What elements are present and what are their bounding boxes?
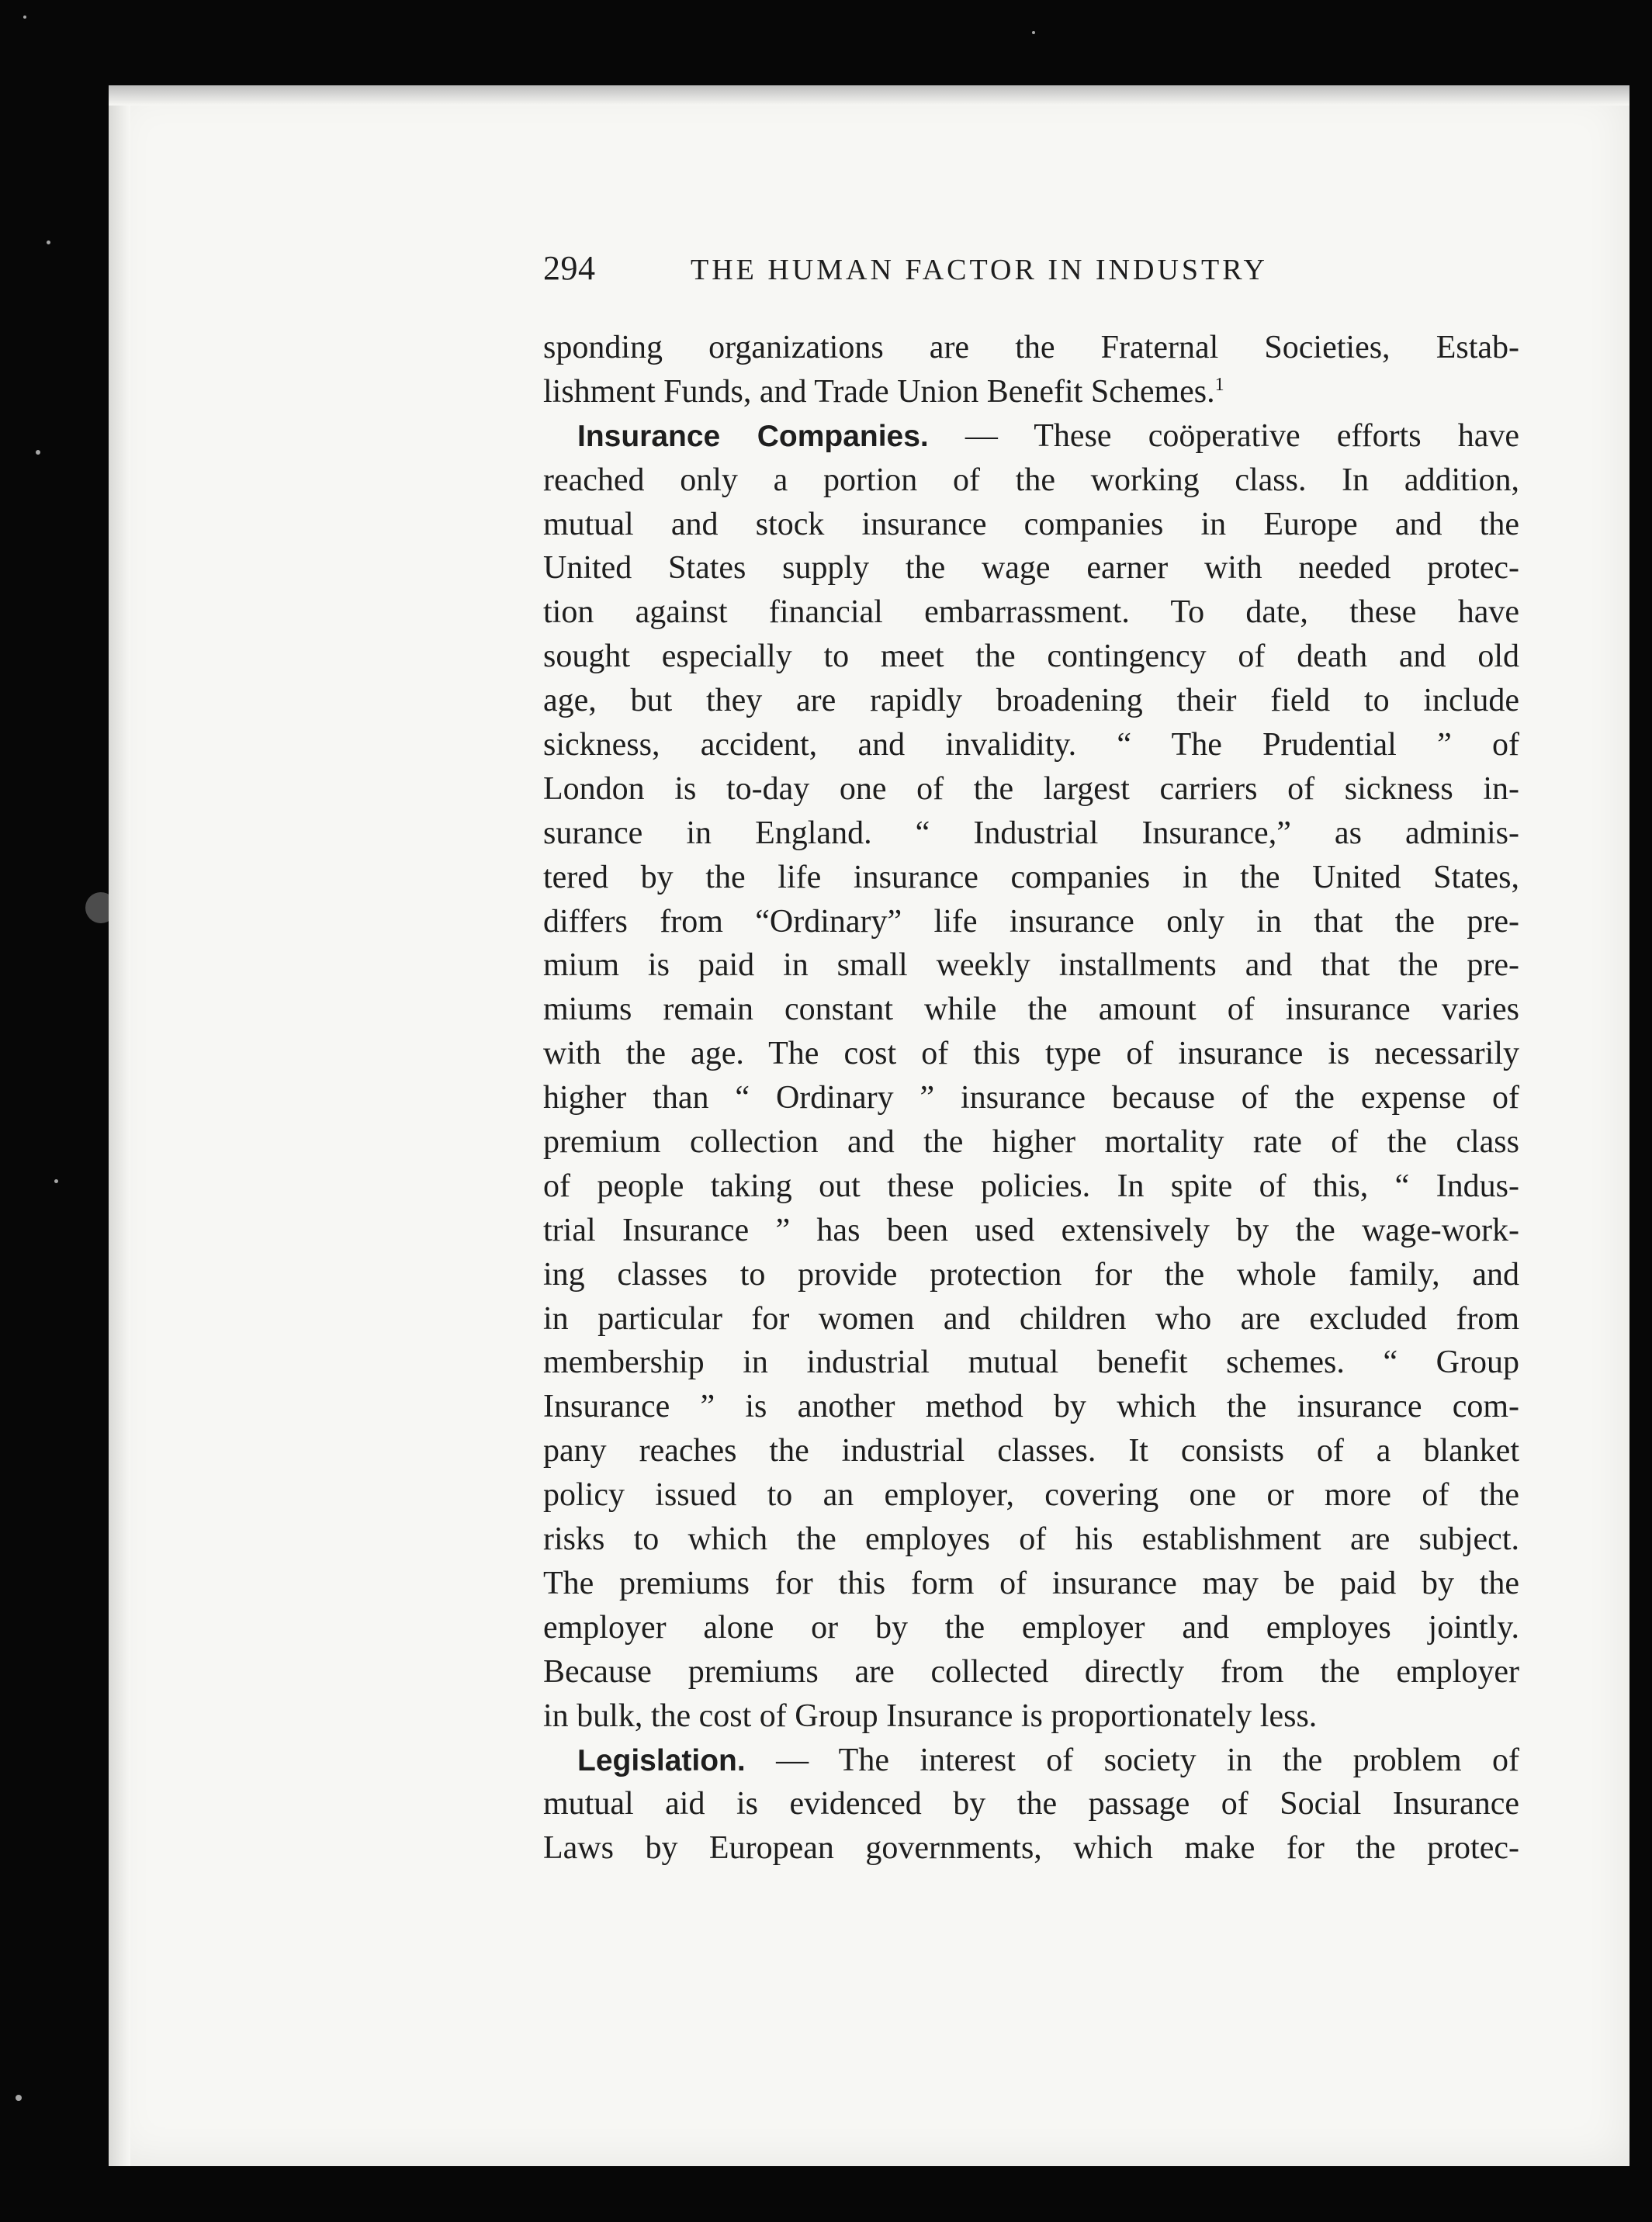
- text-line: tered by the life insurance companies in the United States,: [543, 859, 1519, 895]
- text-line: mutual aid is evidenced by the passage of Social Insurance: [543, 1786, 1519, 1822]
- dust-speck: [1032, 31, 1035, 34]
- page-text: [543, 248, 1519, 1871]
- text-line: reached only a portion of the working class. In addition,: [543, 462, 1519, 498]
- dust-speck: [36, 450, 40, 455]
- paragraph-start-insurance: [543, 414, 1519, 459]
- text-line: in bulk, the cost of Group Insurance is proportionately less.: [543, 1698, 1318, 1734]
- text-line: risks to which the employes of his establishment are subject.: [543, 1521, 1519, 1558]
- text-line: mium is paid in small weekly installments and that the pre-: [543, 947, 1519, 984]
- dust-speck: [54, 1179, 58, 1183]
- text-line: in particular for women and children who are excluded from: [543, 1300, 1519, 1337]
- text-line: differs from “Ordinary” life insurance only in that the pre-: [543, 903, 1519, 940]
- text-line: employer alone or by the employer and employes jointly.: [543, 1609, 1519, 1646]
- text-line: [543, 370, 1519, 414]
- text-line: with the age. The cost of this type of insurance is necessarily: [543, 1036, 1519, 1072]
- text-line-content: — These coöperative efforts have: [928, 417, 1519, 454]
- text-line: mutual and stock insurance companies in Europe and the: [543, 506, 1519, 542]
- footnote-marker: 1: [1214, 374, 1224, 395]
- text-line: age, but they are rapidly broadening their field to include: [543, 683, 1519, 719]
- text-line: Insurance ” is another method by which the insurance com-: [543, 1389, 1519, 1425]
- text-line: sponding organizations are the Fraternal Societies, Estab-: [543, 330, 1519, 365]
- text-line: of people taking out these policies. In spite of this, “ Indus-: [543, 1168, 1519, 1204]
- text-line: membership in industrial mutual benefit schemes. “ Group: [543, 1345, 1519, 1381]
- text-line: tion against financial embarrassment. To date, these have: [543, 594, 1519, 631]
- text-line-content: lishment Funds, and Trade Union Benefit Schemes.: [543, 373, 1215, 410]
- text-line: Laws by European governments, which make for the protec-: [543, 1830, 1519, 1867]
- dust-speck: [23, 16, 26, 19]
- text-line: United States supply the wage earner with needed protec-: [543, 550, 1519, 587]
- dust-speck: [16, 2095, 22, 2101]
- text-line-content: — The interest of society in the problem of: [745, 1742, 1519, 1778]
- dust-speck: [47, 241, 50, 244]
- text-line: sought especially to meet the contingency of death and old: [543, 639, 1519, 675]
- text-line: The premiums for this form of insurance may be paid by the: [543, 1565, 1519, 1601]
- text-line: trial Insurance ” has been used extensively by the wage-work-: [543, 1212, 1519, 1248]
- text-line: pany reaches the industrial classes. It consists of a blanket: [543, 1433, 1519, 1469]
- text-line: surance in England. “ Industrial Insurance,” as adminis-: [543, 815, 1519, 851]
- text-line: miums remain constant while the amount of insurance varies: [543, 992, 1519, 1028]
- text-line: policy issued to an employer, covering one or more of the: [543, 1477, 1519, 1514]
- section-heading-legislation: Legislation.: [577, 1743, 746, 1777]
- page-number: 294: [543, 249, 596, 287]
- text-line: ing classes to provide protection for the whole family, and: [543, 1256, 1519, 1293]
- paragraph-start-legislation: [543, 1739, 1519, 1783]
- section-heading-insurance-companies: Insurance Companies.: [577, 419, 929, 453]
- text-line: sickness, accident, and invalidity. “ The Prudential ” of: [543, 727, 1519, 763]
- body-text: [543, 326, 1519, 1871]
- text-line: higher than “ Ordinary ” insurance because of the expense of: [543, 1080, 1519, 1116]
- text-line: Because premiums are collected directly from the employer: [543, 1653, 1519, 1690]
- text-line: London is to-day one of the largest carriers of sickness in-: [543, 770, 1519, 807]
- page-header: [543, 248, 1519, 310]
- text-line: premium collection and the higher mortality rate of the class: [543, 1124, 1519, 1161]
- running-title: THE HUMAN FACTOR IN INDUSTRY: [691, 254, 1268, 286]
